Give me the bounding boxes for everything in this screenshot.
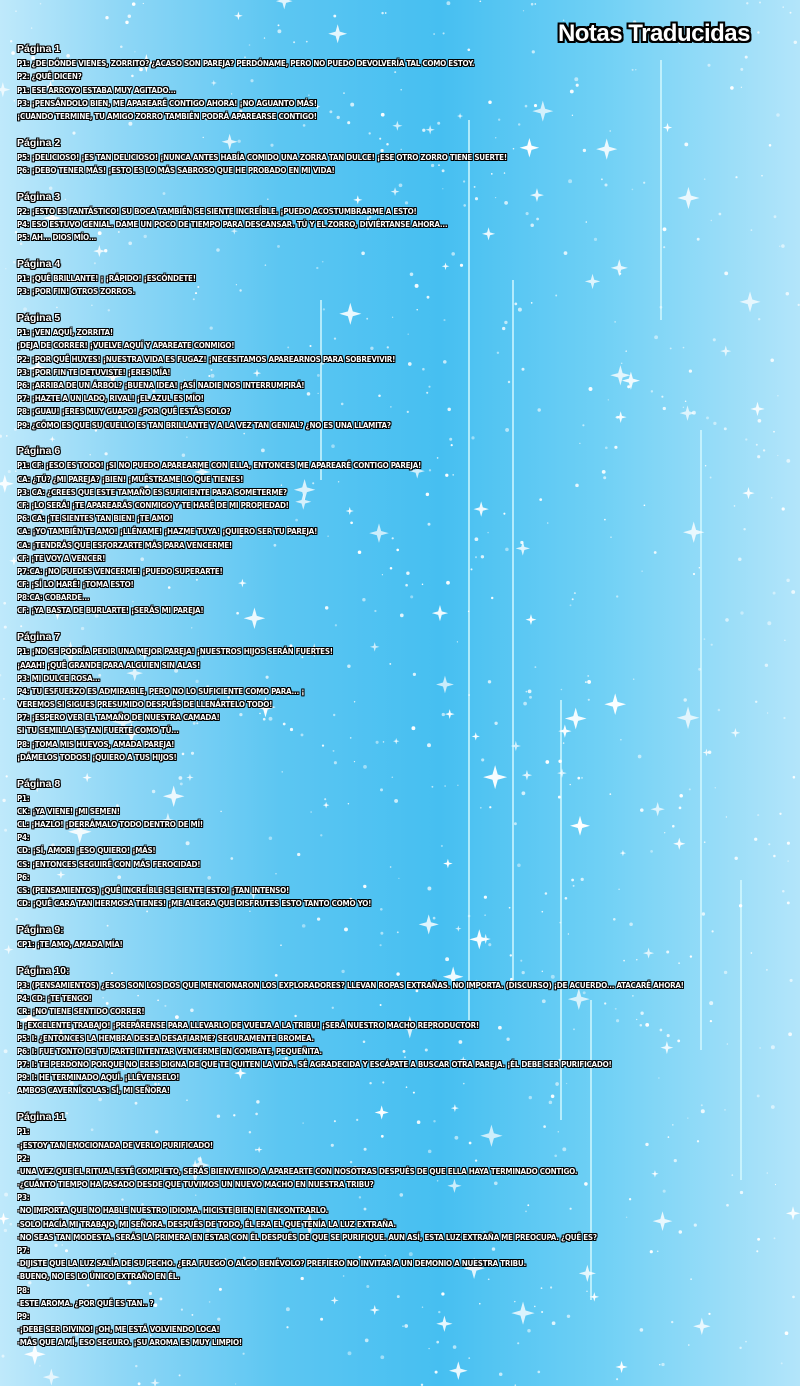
note-line: ¡AAAH! ¡QUÉ GRANDE PARA ALGUIEN SIN ALAS! xyxy=(17,660,200,670)
sparkle-dot xyxy=(380,1355,384,1359)
sparkle-dot xyxy=(13,261,16,264)
sparkle-dot xyxy=(792,1296,795,1299)
note-line: CD: ¡SÍ, AMOR! ¡ESO QUIERO! ¡MÁS! xyxy=(17,846,156,856)
sparkle-dot xyxy=(523,10,524,11)
note-line: -UNA VEZ QUE EL RITUAL ESTÉ COMPLETO, SERÁS BIENVENIDO A APAREARTE CON NOSOTRAS DESPUÉS DE QUE ELLA HAYA TERMINADO CONTIGO. xyxy=(17,1166,578,1176)
sparkle-star xyxy=(43,1369,60,1386)
sparkle-dot xyxy=(40,3,42,5)
note-line: P7:CA: ¡NO PUEDES VENCERME! ¡PUEDO SUPERARTE! xyxy=(17,566,223,576)
sparkle-dot xyxy=(143,3,144,4)
section-heading: Página 4 xyxy=(17,257,61,270)
note-line: CF: ¡LO SERÁ! ¡TE APAREARÁS CONMIGO Y TE HARÉ DE MI PROPIEDAD! xyxy=(17,500,289,510)
sparkle-dot xyxy=(759,1,761,3)
sparkle-dot xyxy=(6,435,8,437)
sparkle-dot xyxy=(264,37,265,38)
note-line: P4: CD: ¡TE TENGO! xyxy=(17,994,92,1004)
note-line: P8:CA: COBARDE... xyxy=(17,593,90,603)
sparkle-dot xyxy=(757,31,759,33)
note-line: -¡DEBE SER DIVINO! ¡OH, ME ESTÁ VOLVIENDO LOCA! xyxy=(17,1325,220,1335)
note-line: P9: I: HE TERMINADO AQUÍ. ¡LLÉVENSELO! xyxy=(17,1073,180,1083)
note-line: P1: xyxy=(17,1127,30,1137)
section-heading: Página 8 xyxy=(17,777,61,790)
note-line: CS: ¡ENTONCES SEGUIRÉ CON MÁS FEROCIDAD! xyxy=(17,859,201,869)
note-line: P2: ¿QUÉ DICEN? xyxy=(17,72,82,82)
page-section xyxy=(17,258,792,299)
page-section xyxy=(17,312,792,432)
note-line: CA: ¡YO TAMBIÉN TE AMO! ¡LLÉNAME! ¡HAZME TUYA! ¡QUIERO SER TU PAREJA! xyxy=(17,527,318,537)
note-line: CF: ¡SÍ LO HARÉ! ¡TOMA ESTO! xyxy=(17,580,134,590)
note-line: VEREMOS SI SIGUES PRESUMIDO DESPUÉS DE LLENÁRTELO TODO! xyxy=(17,700,273,710)
sparkle-dot xyxy=(105,16,108,19)
note-line: P9: xyxy=(17,1311,30,1321)
sparkle-dot xyxy=(128,15,131,18)
sparkle-dot xyxy=(135,1365,137,1367)
sparkle-dot xyxy=(10,1223,13,1226)
note-line: P3: xyxy=(17,1193,30,1203)
page-section xyxy=(17,924,792,951)
page-section xyxy=(17,778,792,911)
section-heading: Página 11 xyxy=(17,1111,66,1124)
sparkle-dot xyxy=(11,51,15,55)
note-line: P2: xyxy=(17,1153,30,1163)
sparkle-dot xyxy=(132,2,136,6)
sparkle-dot xyxy=(0,435,2,438)
sparkle-star xyxy=(276,0,293,9)
section-heading: Página 10: xyxy=(17,964,70,977)
page-section xyxy=(17,965,792,1098)
sparkle-dot xyxy=(746,2,748,4)
note-line: P8: ¡GUAU! ¡ERES MUY GUAPO! ¿POR QUÉ ESTÁS SOLO? xyxy=(17,407,231,417)
note-line: P4: ESO ESTUVO GENIAL. DAME UN POCO DE TIEMPO PARA DESCANSAR. TÚ Y EL ZORRO, DIVIÉRTANSE AHORA... xyxy=(17,220,448,230)
sparkle-dot xyxy=(659,1364,660,1365)
note-line: P3: ¡PENSÁNDOLO BIEN, ME APAREARÉ CONTIGO AHORA! ¡NO AGUANTO MÁS! xyxy=(17,98,317,108)
sparkle-dot xyxy=(125,21,128,24)
sparkle-dot xyxy=(661,1363,664,1366)
note-line: P3: ¡POR FIN! OTROS ZORROS. xyxy=(17,287,135,297)
sparkle-dot xyxy=(277,29,281,33)
sparkle-dot xyxy=(2,1355,5,1358)
sparkle-dot xyxy=(499,1372,503,1376)
section-heading: Página 9: xyxy=(17,923,64,936)
sparkle-dot xyxy=(243,1353,245,1355)
sparkle-dot xyxy=(333,15,336,18)
note-line: P2: ¡ESTO ES FANTÁSTICO! SU BOCA TAMBIÉN SE SIENTE INCREÍBLE. ¡PUEDO ACOSTUMBRARME A ESTO! xyxy=(17,206,417,216)
note-line: AMBOS CAVERNÍCOLAS: SÍ, MI SEÑORA! xyxy=(17,1086,170,1096)
note-line: P1: xyxy=(17,793,30,803)
page-section xyxy=(17,43,792,123)
note-line: P3: MI DULCE ROSA... xyxy=(17,673,100,683)
page-section xyxy=(17,191,792,245)
note-line: P6: I: FUE TONTO DE TU PARTE INTENTAR VENCERME EN COMBATE, PEQUEÑITA. xyxy=(17,1046,322,1056)
note-line: CP1: ¡TE AMO, AMADA MÍA! xyxy=(17,940,123,950)
note-line: P1: ESE ARROYO ESTABA MUY AGITADO... xyxy=(17,85,176,95)
sparkle-star xyxy=(328,24,347,43)
sparkle-dot xyxy=(794,41,797,44)
sparkle-dot xyxy=(616,1378,618,1380)
sparkle-dot xyxy=(790,12,792,14)
notes-content xyxy=(17,43,792,1350)
sparkle-dot xyxy=(385,12,387,14)
sparkle-star xyxy=(4,945,14,955)
sparkle-dot xyxy=(781,1362,783,1364)
note-line: P6: xyxy=(17,872,30,882)
sparkle-dot xyxy=(4,626,7,629)
note-line: -¡ESTOY TAN EMOCIONADA DE VERLO PURIFICADO! xyxy=(17,1140,213,1150)
sparkle-star xyxy=(0,475,14,493)
sparkle-dot xyxy=(433,33,435,35)
section-heading: Página 3 xyxy=(17,190,61,203)
section-heading: Página 1 xyxy=(17,43,61,55)
note-line: CD: ¡QUÉ CARA TAN HERMOSA TIENES! ¡ME ALEGRA QUE DISFRUTES ESTO TANTO COMO YO! xyxy=(17,899,372,909)
sparkle-dot xyxy=(3,602,6,605)
note-line: -BUENO, NO ES LO ÚNICO EXTRAÑO EN ÉL. xyxy=(17,1272,180,1282)
note-line: -SOLO HACÍA MI TRABAJO, MI SEÑORA. DESPUÉS DE TODO, ÉL ERA EL QUE TENÍA LA LUZ EXTRAÑA. xyxy=(17,1219,396,1229)
section-heading: Página 5 xyxy=(17,312,61,324)
sparkle-dot xyxy=(4,1229,7,1232)
note-line: P4: TU ESFUERZO ES ADMIRABLE, PERO NO LO SUFICIENTE COMO PARA... ¡ xyxy=(17,686,305,696)
note-line: -MÁS QUE A MÍ, ESO SEGURO. ¡SU AROMA ES MUY LIMPIO! xyxy=(17,1338,242,1348)
note-line: P2: ¡POR QUÉ HUYES! ¡NUESTRA VIDA ES FUGAZ! ¡NECESITAMOS APAREARNOS PARA SOBREVIVIR! xyxy=(17,354,396,364)
sparkle-dot xyxy=(10,339,12,341)
page-section xyxy=(17,137,792,178)
note-line: P8: ¡TOMA MIS HUEVOS, AMADA PAREJA! xyxy=(17,739,175,749)
note-line: -NO IMPORTA QUE NO HABLE NUESTRO IDIOMA. HICISTE BIEN EN ENCONTRARLO. xyxy=(17,1206,329,1216)
sparkle-dot xyxy=(4,1193,8,1197)
note-line: P3: (PENSAMIENTOS) ¿ESOS SON LOS DOS QUE MENCIONARON LOS EXPLORADORES? LLEVAN ROPAS EXTRAÑAS. NO IMPORTA. (DISCURSO) ¡DE ACUERDO... ATACARÉ AHORA! xyxy=(17,980,684,990)
section-heading: Página 6 xyxy=(17,445,61,458)
sparkle-dot xyxy=(278,24,280,26)
sparkle-star xyxy=(234,11,243,20)
sparkle-dot xyxy=(13,357,15,359)
sparkle-dot xyxy=(381,12,383,14)
note-line: CF: ¡TE VOY A VENCER! xyxy=(17,553,106,563)
note-line: P1: ¿DE DÓNDE VIENES, ZORRITO? ¿ACASO SON PAREJA? PERDÓNAME, PERO NO PUEDO DEVOLVERÍA TAL COMO ESTOY. xyxy=(17,59,475,69)
note-line: P6: ¡ARRIBA DE UN ÁRBOL? ¡BUENA IDEA! ¡ASÍ NADIE NOS INTERRUMPIRÁ! xyxy=(17,380,305,390)
note-line: CL: ¡HAZLO! ¡DERRÁMALO TODO DENTRO DE MÍ! xyxy=(17,820,203,830)
note-line: P3: CA: ¿CREES QUE ESTE TAMAÑO ES SUFICIENTE PARA SOMETERME? xyxy=(17,487,287,497)
sparkle-dot xyxy=(531,3,534,6)
sparkle-dot xyxy=(793,776,796,779)
sparkle-dot xyxy=(479,0,481,2)
note-line: ¡DEJA DE CORRER! ¡VUELVE AQUÍ Y APAREATE CONMIGO! xyxy=(17,341,235,351)
note-line: CF: ¡YA BASTA DE BURLARTE! ¡SERÁS MI PAREJA! xyxy=(17,606,204,616)
note-line: P5: I: ¿ENTONCES LA HEMBRA DESEA DESAFIARME? SEGURAMENTE BROMEA. xyxy=(17,1033,314,1043)
sparkle-dot xyxy=(534,3,536,5)
sparkle-star xyxy=(150,1378,160,1386)
sparkle-dot xyxy=(179,1374,181,1376)
note-line: P9: ¿CÓMO ES QUE SU CUELLO ES TAN BRILLANTE Y A LA VEZ TAN GENIAL? ¿NO ES UNA LLAMITA? xyxy=(17,420,391,430)
sparkle-dot xyxy=(348,1351,352,1355)
sparkle-dot xyxy=(2,799,5,802)
note-line: CK: ¡YA VIENE! ¡MI SEMEN! xyxy=(17,806,120,816)
sparkle-dot xyxy=(537,1371,540,1374)
sparkle-dot xyxy=(6,775,8,777)
sparkle-dot xyxy=(14,100,15,101)
note-line: SI TU SEMILLA ES TAN FUERTE COMO TÚ... xyxy=(17,726,179,736)
sparkle-dot xyxy=(10,40,12,42)
note-line: P1: ¡NO SE PODRÍA PEDIR UNA MEJOR PAREJA! ¡NUESTROS HIJOS SERÁN FUERTES! xyxy=(17,647,333,657)
note-line: ¡CUANDO TERMINE, TU AMIGO ZORRO TAMBIÉN PODRÁ APAREARSE CONTIGO! xyxy=(17,111,317,121)
sparkle-dot xyxy=(468,1357,470,1359)
sparkle-dot xyxy=(5,268,6,269)
sparkle-star xyxy=(0,82,10,97)
note-line: P8: xyxy=(17,1285,30,1295)
note-line: -NO SEAS TAN MODESTA. SERÁS LA PRIMERA EN ESTAR CON ÉL DESPUÉS DE QUE SE PURIFIQUE. AUN ASÍ, ESTA LUZ EXTRAÑA ME PREOCUPA. ¿QUÉ ES? xyxy=(17,1232,597,1242)
note-line: P6: ¡DEBO TENER MÁS! ¡ESTO ES LO MÁS SABROSO QUE HE PROBADO EN MI VIDA! xyxy=(17,166,335,175)
note-line: -¿CUÁNTO TIEMPO HA PASADO DESDE QUE TUVIMOS UN NUEVO MACHO EN NUESTRA TRIBU? xyxy=(17,1180,374,1190)
section-heading: Página 2 xyxy=(17,136,61,149)
sparkle-dot xyxy=(4,829,7,832)
note-line: P4: xyxy=(17,833,30,843)
note-line: I: ¡EXCELENTE TRABAJO! ¡PREPÁRENSE PARA LLEVARLO DE VUELTA A LA TRIBU! ¡SERÁ NUESTRO MACHO REPRODUCTOR! xyxy=(17,1020,479,1030)
note-line: ¡DÁMELOS TODOS! ¡QUIERO A TUS HIJOS! xyxy=(17,752,177,762)
note-line: -DIJISTE QUE LA LUZ SALÍA DE SU PECHO. ¿ERA FUEGO O ALGO BENÉVOLO? PREFIERO NO INVITAR A UN DEMONIO A NUESTRA TRIBU. xyxy=(17,1259,526,1269)
sparkle-dot xyxy=(782,6,783,7)
sparkle-dot xyxy=(39,1365,40,1366)
page-section xyxy=(17,445,792,617)
note-line: P1: ¡QUÉ BRILLANTE! ¡ ¡RÁPIDO! ¡ESCÓNDETE! xyxy=(17,274,196,284)
sparkle-dot xyxy=(31,27,32,28)
sparkle-star xyxy=(615,1361,627,1373)
sparkle-star xyxy=(449,1361,468,1380)
note-line: P6: CA: ¡TE SIENTES TAN BIEN! ¡TE AMO! xyxy=(17,514,173,524)
sparkle-dot xyxy=(235,1383,236,1384)
sparkle-dot xyxy=(8,470,11,473)
note-line: P7: xyxy=(17,1246,30,1255)
note-line: P7: ¡HAZTE A UN LADO, RIVAL! ¡EL AZUL ES MÍO! xyxy=(17,394,204,404)
note-line: -ESTE AROMA. ¿POR QUÉ ES TAN.. ? xyxy=(17,1298,154,1308)
note-line: P7: ¡ESPERO VER EL TAMAÑO DE NUESTRA CAMADA! xyxy=(17,713,220,723)
note-line: P7: I: TE PERDONO PORQUE NO ERES DIGNA DE QUE TE QUITEN LA VIDA. SÉ AGRADECIDA Y ESCÁPATE A BUSCAR OTRA PAREJA. ¡ÉL DEBE SER PURIFICADO! xyxy=(17,1060,612,1070)
sparkle-dot xyxy=(0,674,1,676)
sparkle-dot xyxy=(138,1382,141,1385)
sparkle-star xyxy=(0,1213,10,1225)
page-section xyxy=(17,631,792,764)
sparkle-dot xyxy=(435,1371,438,1374)
note-line: P1: CF: ¡ESO ES TODO! ¡SI NO PUEDO APAREARME CON ELLA, ENTONCES ME APAREARÉ CONTIGO PAREJA! xyxy=(17,461,422,471)
note-line: CA: ¡TENDRÁS QUE ESFORZARTE MÁS PARA VENCERME! xyxy=(17,540,232,550)
sparkle-dot xyxy=(446,1,450,5)
note-line: CA: ¿TÚ? ¿MI PAREJA? ¡BIEN! ¡MUÉSTRAME LO QUE TIENES! xyxy=(17,474,244,484)
sparkle-dot xyxy=(8,1092,10,1094)
note-line: P5: AH... DIOS MÍO... xyxy=(17,233,97,243)
section-heading: Página 7 xyxy=(17,631,61,644)
page-section xyxy=(17,1111,792,1349)
sparkle-dot xyxy=(3,698,5,700)
sparkle-dot xyxy=(4,1049,8,1053)
note-line: CS: (PENSAMIENTOS) ¡QUÉ INCREÍBLE SE SIENTE ESTO! ¡TAN INTENSO! xyxy=(17,886,290,895)
note-line: P1: ¡VEN AQUÍ, ZORRITA! xyxy=(17,328,113,338)
note-line: P5: ¡DELICIOSO! ¡ES TAN DELICIOSO! ¡NUNCA ANTES HABÍA COMIDO UNA ZORRA TAN DULCE! ¡ESE OTRO ZORRO TIENE SUERTE! xyxy=(17,152,507,162)
sparkle-dot xyxy=(443,32,445,34)
note-line: CR: ¡NO TIENE SENTIDO CORRER! xyxy=(17,1007,145,1017)
note-line: P3: ¡POR FIN TE DETUVISTE! ¡ERES MÍA! xyxy=(17,367,171,377)
page-title: Notas Traducidas xyxy=(557,20,750,47)
sparkle-dot xyxy=(15,11,16,12)
